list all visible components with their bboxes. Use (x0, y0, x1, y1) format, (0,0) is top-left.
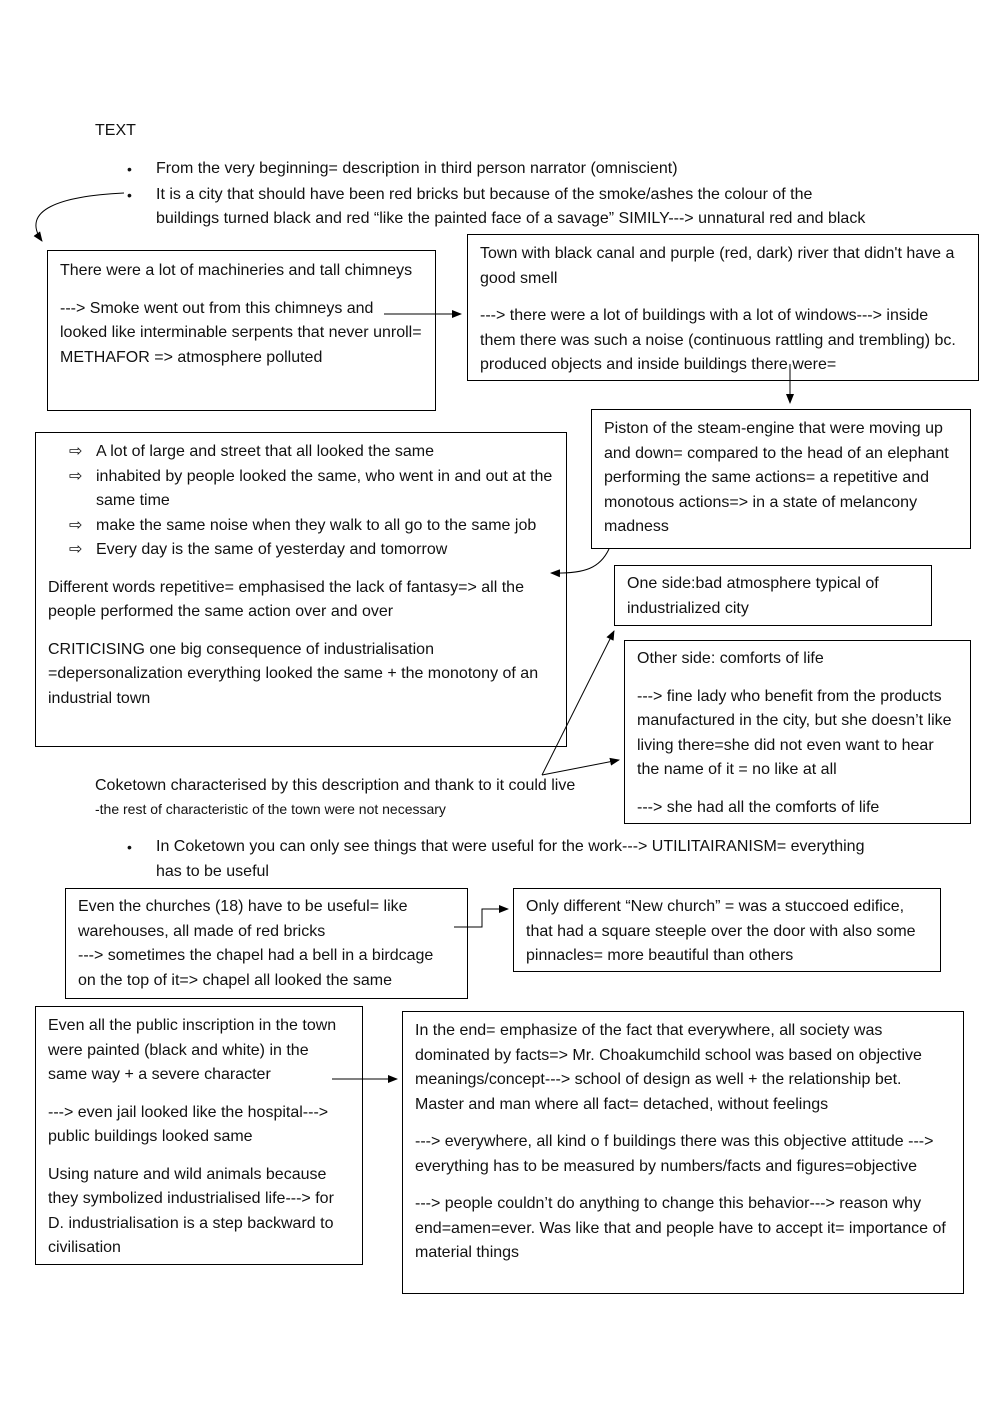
arrow-marker-icon: ⇨ (69, 516, 83, 534)
note-text: There were a lot of machineries and tall chimneys (60, 262, 413, 279)
note-text: Town with black canal and purple (red, dark) river that didn't have a good smell (480, 245, 955, 287)
note-text: ---> fine lady who benefit from the products manufactured in the city, but she doesn’t like living there=she did not even want to hear the name of it = no like at all (637, 687, 952, 778)
note-text: ---> there were a lot of buildings with a lot of windows---> inside them there was such a noise (continuous rattling and trembling) bc. produced objects and inside buildings there were= (480, 307, 956, 373)
note-text: In the end= emphasize of the fact that everywhere, all society was dominated by facts=> Mr. Choakumchild school was based on objective meanings/concept---> school of design as well + the relationship bet. Master and man where all fact= detached, without feelings (415, 1022, 922, 1113)
list-item: ⇨ inhabited by people looked the same, who went in and out at the same time (36, 465, 554, 514)
bullet-city-line2: buildings turned black and red “like the painted face of a savage” SIMILY---> unnatural red and black (156, 210, 866, 227)
bullet-icon: • (127, 187, 132, 203)
note-text: ---> even jail looked like the hospital---> public buildings looked same (48, 1103, 329, 1145)
note-text: ---> people couldn’t do anything to change this behavior---> reason why end=amen=ever. Was like that and people have to accept it= importance of material things (415, 1195, 946, 1261)
list-item: ⇨ Every day is the same of yesterday and tomorrow (36, 538, 554, 563)
arrow-marker-icon: ⇨ (69, 467, 83, 485)
list-item: ⇨ make the same noise when they walk to all go to the same job (36, 514, 554, 539)
bullet-narrator: From the very beginning= description in third person narrator (omniscient) (156, 160, 678, 177)
arrow-icon (454, 909, 508, 927)
bullet-utilitarianism-line1: In Coketown you can only see things that were useful for the work---> UTILITAIRANISM= everything (156, 838, 865, 855)
note-text: Even the churches (18) have to be useful= like warehouses, all made of red bricks (78, 898, 408, 940)
note-text: ---> sometimes the chapel had a bell in a birdcage on the top of it=> chapel all looked the same (78, 947, 434, 989)
note-text: One side:bad atmosphere typical of industrialized city (627, 575, 879, 617)
page-heading: TEXT (95, 122, 136, 139)
coketown-note-line1: Coketown characterised by this description and thank to it could live (95, 777, 576, 794)
curved-arrow-icon (36, 193, 124, 241)
arrow-marker-icon: ⇨ (69, 443, 83, 460)
bullet-city-line1: It is a city that should have been red bricks but because of the smoke/ashes the colour of the (156, 186, 813, 203)
coketown-note-line2: -the rest of characteristic of the town were not necessary (95, 801, 446, 817)
note-text: ---> she had all the comforts of life (637, 798, 880, 816)
note-text: Even all the public inscription in the town were painted (black and white) in the same way + a severe character (48, 1017, 337, 1083)
note-text: Only different “New church” = was a stuccoed edifice, that had a square steeple over the door with also some pinnacles= more beautiful than others (526, 898, 916, 964)
arrow-marker-icon: ⇨ (69, 541, 83, 558)
note-text: Other side: comforts of life (637, 650, 824, 667)
note-text: Using nature and wild animals because they symbolized industrialised life---> for D. industrialisation is a step backward to civilisation (48, 1165, 334, 1256)
bullet-icon: • (127, 161, 132, 177)
arrow-icon (542, 631, 614, 775)
bullet-utilitarianism-line2: has to be useful (156, 863, 269, 880)
note-text: Piston of the steam-engine that were moving up and down= compared to the head of an elephant performing the same actions= a repetitive and monotous actions=> in a state of melancony madness (604, 420, 949, 535)
list-item: ⇨ A lot of large and street that all looked the same (36, 440, 554, 465)
note-text: ---> Smoke went out from this chimneys and looked like interminable serpents that never unroll= METHAFOR => atmosphere polluted (60, 299, 422, 366)
bullet-icon: • (127, 839, 132, 855)
arrow-icon (542, 760, 619, 775)
curved-arrow-icon (551, 549, 609, 573)
note-text: CRITICISING one big consequence of industrialisation =depersonalization everything looked the same + the monotony of an industrial town (48, 640, 539, 707)
note-text: ---> everywhere, all kind o f buildings there was this objective attitude ---> everything has to be measured by numbers/facts and figures=objective (415, 1133, 934, 1175)
note-text: Different words repetitive= emphasised the lack of fantasy=> all the people performed the same action over and over (48, 578, 524, 620)
